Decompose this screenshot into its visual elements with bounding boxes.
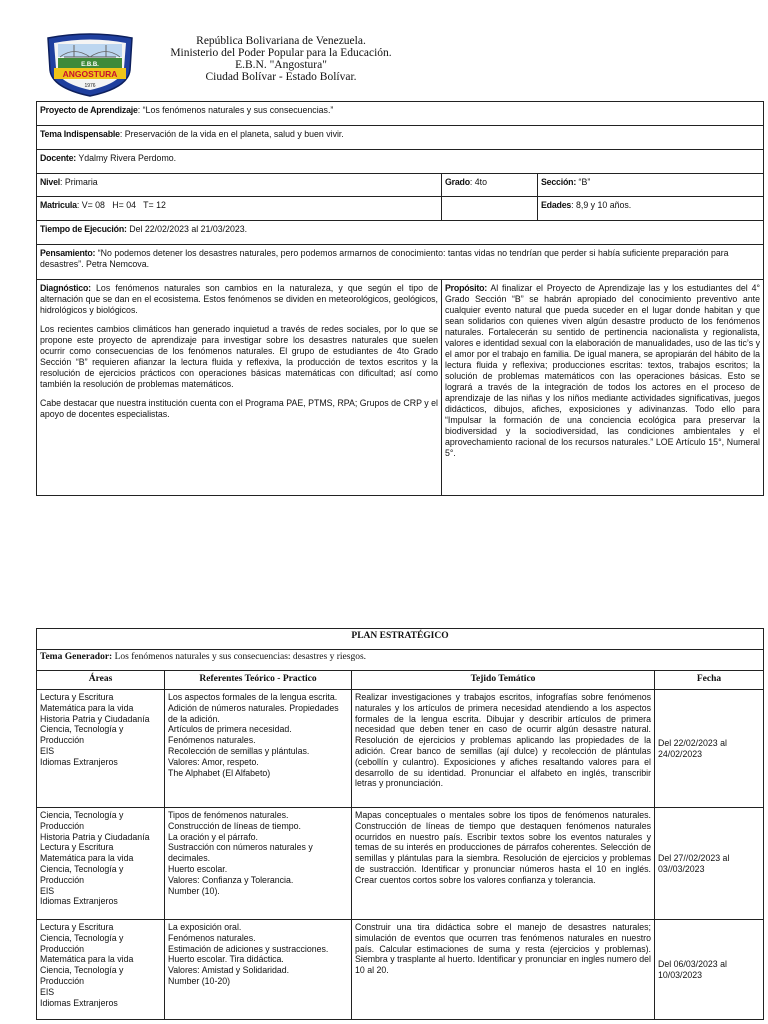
diagnostico-cell: Diagnóstico: Los fenómenos naturales son cambios en la naturaleza, y que según el tipo de alternación que se dan en el ecosistema. Estos fenómenos se dividen en meteorológicos, geológicos, hidrológicos y biológicos. Los recientes cambios climáticos han generado inquietud a través de redes sociales, por lo que se propone este proyecto de aprendizaje para investigar sobre los desastres naturales que suelen ocurrir como consecuencias de los fenómenos naturales. El grupo de estudiantes de 4to Grado Sección “B” requieren afianzar la lectura fluida y reflexiva, la producción de textos escritos y la resolución de ejercicios prácticos con operaciones básicas matemáticas con dificultad; así como también la resolución de problemas matemáticos. Cabe destacar que nuestra institución cuenta con el Programa PAE, PTMS, RPA; Grupos de CRP y el apoyo de docentes especialistas.	[37, 280, 442, 496]
document-header	[150, 35, 412, 83]
fecha-cell: Del 22/02/2023 al 24/02/2023	[655, 690, 764, 808]
areas-cell: Ciencia, Tecnología y Producción Historia Patria y Ciudadanía Lectura y Escritura Matemática para la vida Ciencia, Tecnología y Producción EIS Idiomas Extranjeros	[37, 808, 165, 920]
referentes-cell: Tipos de fenómenos naturales. Construcción de líneas de tiempo. La oración y el párrafo. Sustracción con números naturales y decimales. Huerto escolar. Valores: Confianza y Tolerancia. Number (10).	[165, 808, 352, 920]
header-line: Ministerio del Poder Popular para la Educación.	[170, 47, 392, 59]
school-logo	[44, 32, 136, 98]
shield-logo-icon	[44, 32, 136, 98]
column-header: Referentes Teórico - Practico	[165, 671, 352, 690]
tejido-cell: Realizar investigaciones y trabajos escritos, infografías sobre fenómenos naturales y los artículos de primera necesidad atendiendo a los aspectos formales de la lengua escrita. Dibujar y describir artículos de primera necesidad que deben tener en caso de ocurrir algún desastre natural. Resolución de ejercicios y problemas aplicando las propiedades de la adición. Crear banco de semillas (ají dulce) y recolección de plántulas (cebollín y culantro). Exposiciones y afiches resaltando valores para el desarrollo de su identidad. Pronunciar el alfabeto en inglés, transcribir letras y pronunciación.	[352, 690, 655, 808]
column-header: Áreas	[37, 671, 165, 690]
nivel-cell: Nivel: Primaria	[37, 174, 442, 197]
matricula-cell: Matricula: V= 08 H= 04 T= 12	[37, 197, 442, 221]
table-row	[37, 808, 764, 920]
table-row	[37, 920, 764, 1020]
column-header: Fecha	[655, 671, 764, 690]
svg-text:1976: 1976	[84, 83, 96, 89]
proyecto-cell: Proyecto de Aprendizaje: “Los fenómenos naturales y sus consecuencias.”	[37, 102, 764, 126]
docente-cell: Docente: Ydalmy Rivera Perdomo.	[37, 150, 764, 174]
referentes-cell: Los aspectos formales de la lengua escrita. Adición de números naturales. Propiedades de la adición. Artículos de primera necesidad. Fenómenos naturales. Recolección de semillas y plántulas. Valores: Amor, respeto. The Alphabet (El Alfabeto)	[165, 690, 352, 808]
seccion-cell: Sección: “B”	[538, 174, 764, 197]
svg-text:ANGOSTURA: ANGOSTURA	[62, 69, 118, 79]
diagnostico-paragraph: Los recientes cambios climáticos han generado inquietud a través de redes sociales, por lo que se propone este proyecto de aprendizaje para investigar sobre los desastres naturales que suelen ocurrir como consecuencias de los fenómenos naturales. El grupo de estudiantes de 4to Grado Sección “B” requieren afianzar la lectura fluida y reflexiva, la producción de textos escritos y la resolución de ejercicios prácticos con operaciones básicas matemáticas con dificultad; así como también la resolución de problemas matemáticos.	[40, 324, 438, 389]
fecha-cell: Del 27//02/2023 al 03//03/2023	[655, 808, 764, 920]
pensamiento-cell: Pensamiento: “No podemos detener los desastres naturales, pero podemos armarnos de conocimiento: tantas vidas no tendrían que perder si había suficiente preparación para desastres”. Petra Nemcova.	[37, 245, 764, 280]
tejido-cell: Construir una tira didáctica sobre el manejo de desastres naturales; simulación de eventos que ocurren tras fenómenos naturales en nuestro país. Calcular estimaciones de suma y resta (ejercicios y problemas). Siembra y trasplante al huerto. Identificar y pronunciar en ingles numero del 10 al 20.	[352, 920, 655, 1020]
areas-cell: Lectura y Escritura Matemática para la vida Historia Patria y Ciudadanía Ciencia, Tecnología y Producción EIS Idiomas Extranjeros	[37, 690, 165, 808]
areas-cell: Lectura y Escritura Ciencia, Tecnología y Producción Matemática para la vida Ciencia, Tecnología y Producción EIS Idiomas Extranjeros	[37, 920, 165, 1020]
project-info-table	[36, 101, 764, 496]
grado-cell: Grado: 4to	[442, 174, 538, 197]
proposito-cell: Propósito: Al finalizar el Proyecto de Aprendizaje las y los estudiantes del 4° Grado Sección “B” se habrán apropiado del conocimiento preventivo ante cualquier evento natural que pueda suceder en el lugar donde habitan y que sean solidarios con quienes viven algún desastre producto de los fenómenos naturales. Fortalecerán su sentido de pertinencia nacionalista y regionalista, valores e identidad sexual con la elaboración de manualidades, uso de las tic’s y el amor por el trabajo en familia. De igual manera, se apropiarán del hábito de la lectura fluida y reflexiva; producciones escritas: textos, trabajos escritos; la solución de problemas matemáticos con las operaciones básicas. Esto se logrará a través de la integración de todos los actores en el proceso de aprendizaje de las niñas y los niños mediante actividades significativas, juegos didácticos, dibujos, afiches, exposiciones y adivinanzas. Todo ello para “Impulsar la formación de una conciencia ecológica para preservar la biodiversidad y la sociodiversidad, las condiciones ambientales y el aprovechamiento racional de los recursos naturales.” LOE Artículo 15°, Numeral 5°.	[442, 280, 764, 496]
plan-title: PLAN ESTRATÉGICO	[37, 629, 764, 650]
fecha-cell: Del 06/03/2023 al 10/03/2023	[655, 920, 764, 1020]
header-line: República Bolivariana de Venezuela.	[196, 35, 366, 47]
tema-generador-cell: Tema Generador: Los fenómenos naturales y sus consecuencias: desastres y riesgos.	[37, 650, 764, 671]
tema-indispensable-cell: Tema Indispensable: Preservación de la vida en el planeta, salud y buen vivir.	[37, 126, 764, 150]
svg-text:E.B.B.: E.B.B.	[81, 62, 99, 68]
table-row	[37, 690, 764, 808]
edades-cell: Edades: 8,9 y 10 años.	[538, 197, 764, 221]
plan-estrategico-table	[36, 628, 764, 1020]
column-header: Tejido Temático	[352, 671, 655, 690]
header-line: E.B.N. "Angostura"	[235, 59, 327, 71]
tejido-cell: Mapas conceptuales o mentales sobre los tipos de fenómenos naturales. Construcción de líneas de tiempo que destaquen fenómenos naturales ocurridos en nuestro país. Escribir textos sobre los eventos naturales y temas de su interés en producciones de párrafos coherentes. Selección de semillas y plántulas para la siembra. Resolución de ejercicios y problemas de sustracción. Identificar y pronunciar números hasta el 10 en inglés. Crear cuentos cortos sobre los valores confianza y tolerancia.	[352, 808, 655, 920]
diagnostico-paragraph: Cabe destacar que nuestra institución cuenta con el Programa PAE, PTMS, RPA; Grupos de CRP y el apoyo de docentes especialistas.	[40, 398, 438, 419]
header-line: Ciudad Bolívar - Estado Bolívar.	[205, 71, 357, 83]
referentes-cell: La exposición oral. Fenómenos naturales. Estimación de adiciones y sustracciones. Huerto escolar. Tira didáctica. Valores: Amistad y Solidaridad. Number (10-20)	[165, 920, 352, 1020]
empty-cell	[442, 197, 538, 221]
tiempo-ejecucion-cell: Tiempo de Ejecución: Del 22/02/2023 al 21/03/2023.	[37, 221, 764, 245]
